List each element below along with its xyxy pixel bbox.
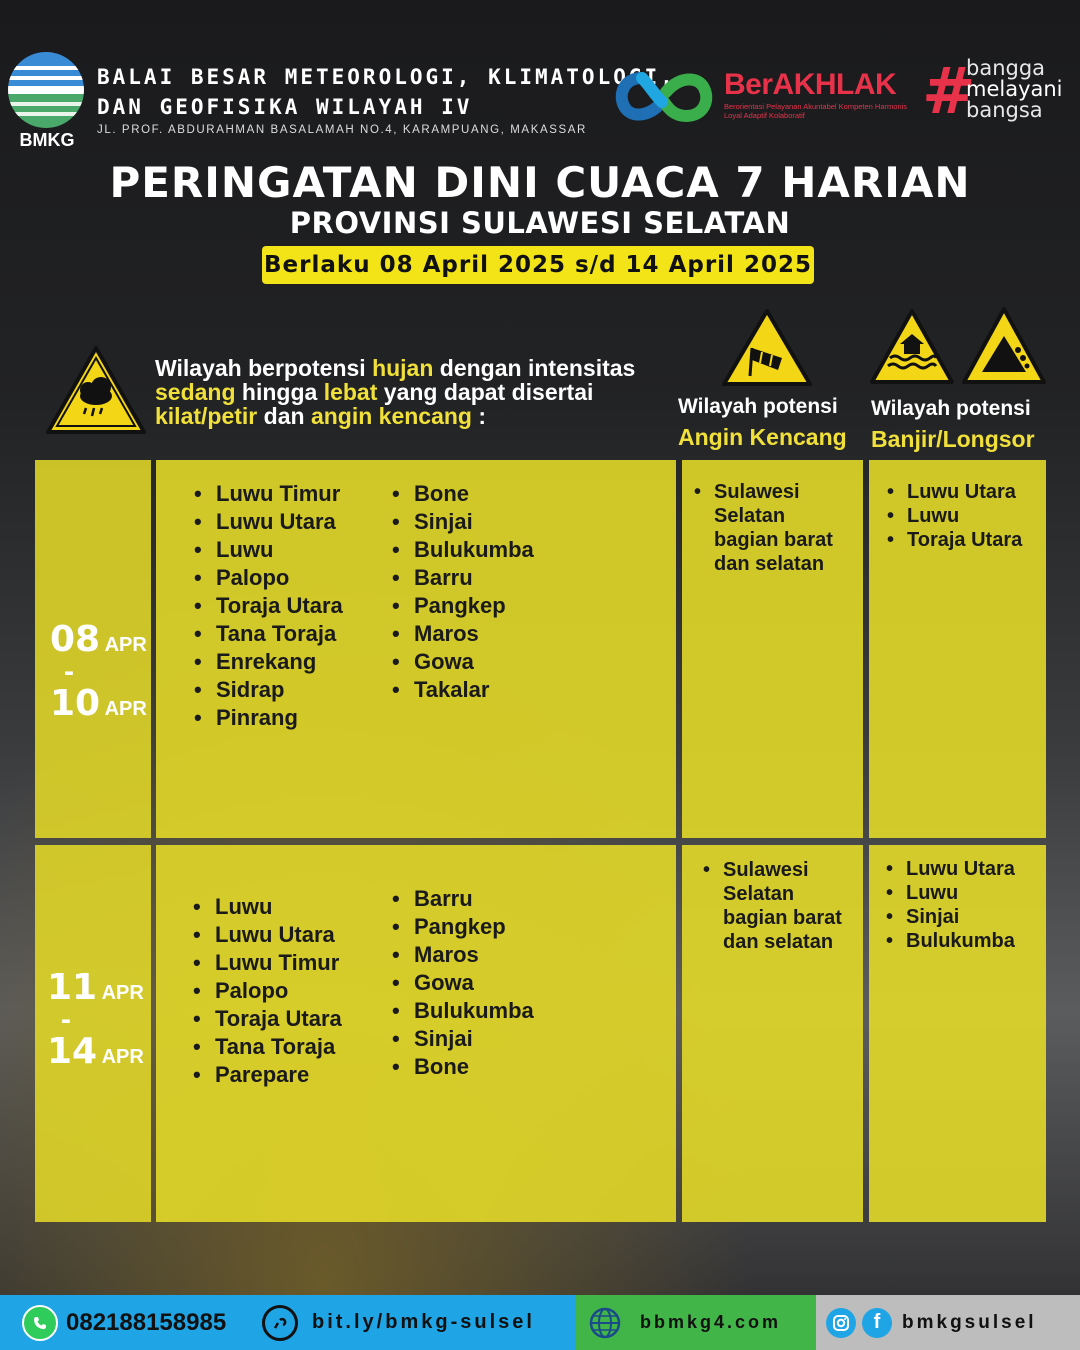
period-2-flood-list	[886, 857, 1036, 953]
list-item: • Pinrang	[194, 704, 343, 732]
list-item: • Barru	[392, 564, 534, 592]
period-2-date	[47, 968, 144, 1072]
period-2-start-month: APR	[101, 982, 144, 1004]
list-item: • Sinjai	[392, 1025, 534, 1053]
column-header-wind-line2: Angin Kencang	[678, 424, 847, 450]
list-item: • Bone	[392, 1053, 534, 1081]
legend-part: dengan intensitas	[433, 355, 636, 381]
footer-website-text: bbmkg4.com	[640, 1312, 782, 1332]
legend-highlight-lebat: lebat	[323, 379, 378, 405]
legend-highlight-sedang: sedang	[155, 379, 236, 405]
period-1-flood-list	[887, 480, 1037, 552]
period-1-rain-list-2	[392, 480, 534, 704]
list-item: • Tana Toraja	[194, 620, 343, 648]
list-item: • Luwu	[886, 881, 1036, 905]
berakhlak-logo	[724, 68, 914, 120]
footer-social[interactable]	[816, 1295, 1080, 1350]
wind-warning-icon	[720, 308, 814, 388]
period-1-date	[50, 620, 147, 724]
legend-rain-text	[155, 356, 675, 428]
list-item: • Sinjai	[886, 905, 1036, 929]
period-1-start-day: 08	[50, 619, 101, 660]
list-item: • Bulukumba	[392, 997, 534, 1025]
bmkg-logo	[8, 52, 86, 152]
column-header-flood	[871, 394, 1035, 454]
organization-block	[97, 62, 676, 136]
legend-highlight-angin: angin kencang	[310, 403, 472, 429]
list-item: • Sulawesi Selatan bagian barat dan selatan	[694, 480, 844, 576]
link-icon	[262, 1305, 298, 1341]
column-header-flood-line1: Wilayah potensi	[871, 397, 1031, 420]
column-header-flood-line2: Banjir/Longsor	[871, 426, 1035, 452]
list-item: • Luwu	[887, 504, 1037, 528]
list-item: • Luwu	[194, 536, 343, 564]
infinity-logo-icon	[614, 66, 714, 128]
list-item: • Gowa	[392, 969, 534, 997]
page-subtitle: PROVINSI SULAWESI SELATAN	[289, 206, 791, 240]
list-item: • Gowa	[392, 648, 534, 676]
list-item: • Pangkep	[392, 913, 534, 941]
org-name-line2: DAN GEOFISIKA WILAYAH IV	[97, 95, 473, 119]
list-item: • Tana Toraja	[193, 1033, 342, 1061]
list-item: • Palopo	[193, 977, 342, 1005]
legend-part: hingga	[235, 379, 324, 405]
berakhlak-wordmark: BerAKHLAK	[724, 68, 897, 101]
period-1-rain-list-1	[194, 480, 343, 732]
globe-icon	[588, 1306, 622, 1340]
footer-website[interactable]	[576, 1295, 816, 1350]
footer-social-handle: bmkgsulsel	[902, 1311, 1037, 1333]
legend-highlight-kilat: kilat/petir	[155, 403, 258, 429]
list-item: • Barru	[392, 885, 534, 913]
period-1-end-day: 10	[50, 683, 101, 724]
list-item: • Pangkep	[392, 592, 534, 620]
period-2-dash: -	[61, 1003, 71, 1036]
footer-link[interactable]	[250, 1295, 576, 1350]
list-item: • Bulukumba	[392, 536, 534, 564]
list-item: • Luwu Utara	[887, 480, 1037, 504]
bmkg-logo-text: BMKG	[19, 130, 75, 150]
page-title: PERINGATAN DINI CUACA 7 HARIAN	[109, 158, 971, 207]
list-item: • Luwu Timur	[194, 480, 343, 508]
footer-link-text: bit.ly/bmkg-sulsel	[312, 1311, 535, 1333]
flood-warning-icon	[868, 308, 956, 386]
landslide-warning-icon	[960, 306, 1048, 386]
period-2-rain-list-1	[193, 893, 342, 1089]
whatsapp-icon	[22, 1305, 58, 1341]
list-item: • Sinjai	[392, 508, 534, 536]
list-item: • Enrekang	[194, 648, 343, 676]
list-item: • Sulawesi Selatan bagian barat dan selatan	[703, 858, 853, 954]
period-1-wind-list	[694, 480, 844, 576]
legend-highlight-hujan: hujan	[372, 355, 434, 381]
legend-part: dan	[257, 403, 311, 429]
period-1-dash: -	[64, 655, 74, 688]
bangga-word-3: bangsa	[966, 98, 1043, 122]
list-item: • Palopo	[194, 564, 343, 592]
list-item: • Parepare	[193, 1061, 342, 1089]
hashtag-icon: #	[922, 55, 976, 129]
list-item: • Maros	[392, 620, 534, 648]
footer-phone[interactable]	[0, 1295, 250, 1350]
list-item: • Bulukumba	[886, 929, 1036, 953]
list-item: • Toraja Utara	[194, 592, 343, 620]
instagram-icon	[826, 1308, 856, 1338]
bangga-word-2: melayani	[966, 77, 1063, 101]
list-item: • Luwu Utara	[194, 508, 343, 536]
period-1-end-month: APR	[104, 698, 147, 720]
period-2-start-day: 11	[47, 967, 98, 1008]
org-name-line1: BALAI BESAR METEOROLOGI, KLIMATOLOGI,	[97, 65, 676, 89]
period-2-rain-list-2	[392, 885, 534, 1081]
column-header-wind	[678, 392, 847, 452]
period-2-end-month: APR	[101, 1046, 144, 1068]
list-item: • Toraja Utara	[887, 528, 1037, 552]
period-2-wind-list	[703, 858, 853, 954]
rain-warning-icon	[44, 344, 148, 436]
legend-part: yang dapat disertai	[377, 379, 594, 405]
legend-part: :	[471, 403, 487, 429]
bangga-word-1: bangga	[966, 56, 1046, 80]
list-item: • Luwu	[193, 893, 342, 921]
legend-part: Wilayah berpotensi	[155, 355, 373, 381]
list-item: • Luwu Timur	[193, 949, 342, 977]
period-1-start-month: APR	[104, 634, 147, 656]
org-address: JL. PROF. ABDURAHMAN BASALAMAH NO.4, KARAMPUANG, MAKASSAR	[97, 124, 587, 136]
footer	[0, 1295, 1080, 1350]
footer-phone-number: 082188158985	[66, 1308, 227, 1336]
column-header-wind-line1: Wilayah potensi	[678, 395, 838, 418]
list-item: • Takalar	[392, 676, 534, 704]
validity-banner: Berlaku 08 April 2025 s/d 14 April 2025	[262, 246, 814, 284]
list-item: • Bone	[392, 480, 534, 508]
list-item: • Luwu Utara	[886, 857, 1036, 881]
list-item: • Maros	[392, 941, 534, 969]
list-item: • Luwu Utara	[193, 921, 342, 949]
bmkg-logo-emblem	[8, 52, 84, 128]
list-item: • Toraja Utara	[193, 1005, 342, 1033]
facebook-icon: f	[862, 1308, 892, 1338]
list-item: • Sidrap	[194, 676, 343, 704]
berakhlak-tagline: Berorientasi Pelayanan Akuntabel Kompeten Harmonis Loyal Adaptif Kolaboratif	[724, 102, 908, 120]
period-2-end-day: 14	[47, 1031, 98, 1072]
